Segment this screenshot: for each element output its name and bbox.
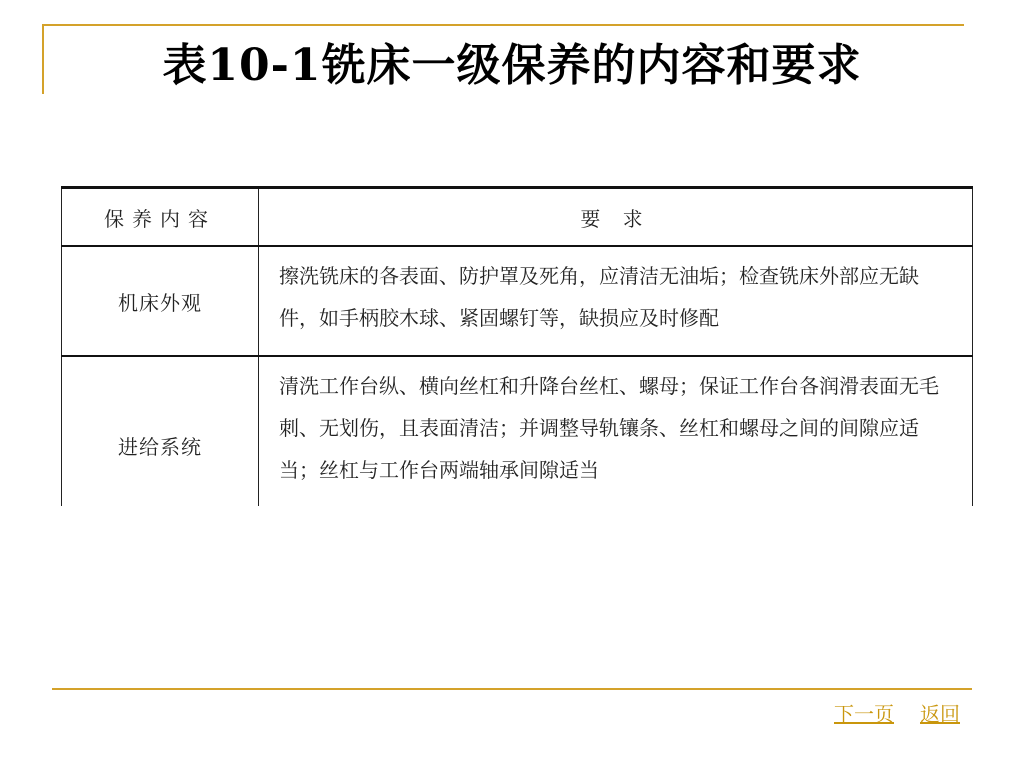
maintenance-table-container <box>61 186 973 506</box>
header-item: 保养内容 <box>62 188 259 247</box>
table-header-row <box>62 188 973 247</box>
cell-requirement: 清洗工作台纵、横向丝杠和升降台丝杠、螺母；保证工作台各润滑表面无毛刺、无划伤，且表面清洁；并调整导轨镶条、丝杠和螺母之间的间隙应适当；丝杠与工作台两端轴承间隙适当 <box>259 356 973 506</box>
slide-navigation <box>808 698 960 727</box>
bottom-divider <box>52 688 972 690</box>
top-divider <box>42 24 964 26</box>
back-link[interactable]: 返回 <box>920 702 960 726</box>
next-page-link[interactable]: 下一页 <box>834 702 894 726</box>
table-row <box>62 246 973 356</box>
cell-item: 机床外观 <box>62 246 259 356</box>
table-row <box>62 356 973 506</box>
page-title: 表10-1铣床一级保养的内容和要求 <box>162 40 862 91</box>
cell-requirement: 擦洗铣床的各表面、防护罩及死角，应清洁无油垢；检查铣床外部应无缺件，如手柄胶木球、紧固螺钉等，缺损应及时修配 <box>259 246 973 356</box>
cell-item: 进给系统 <box>62 356 259 506</box>
maintenance-table <box>61 186 973 506</box>
header-requirement: 要 求 <box>259 188 973 247</box>
